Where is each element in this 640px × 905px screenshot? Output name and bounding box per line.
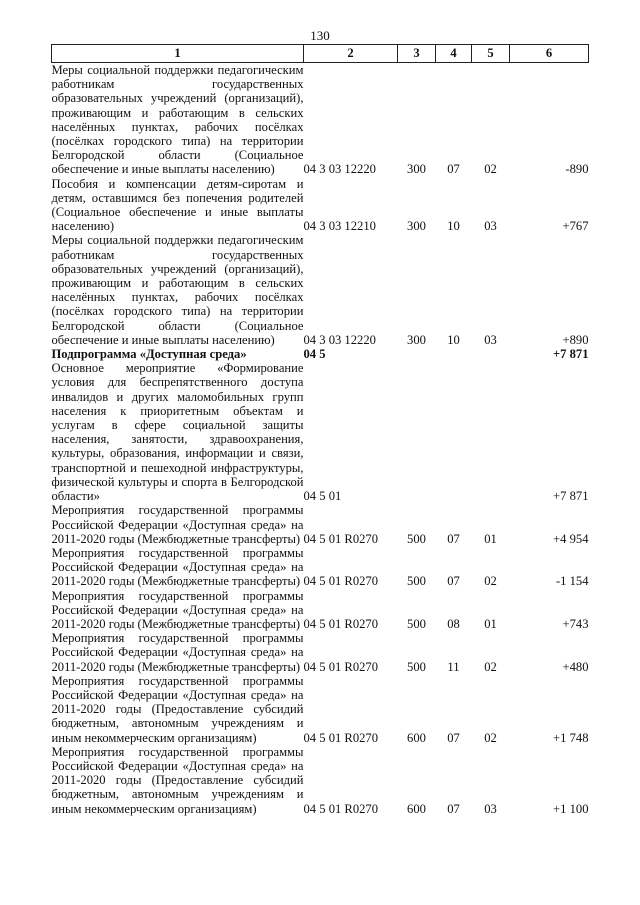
table-row — [52, 745, 589, 816]
header-col-5: 5 — [472, 45, 510, 63]
row-description: Основное мероприятие «Формирование условия для беспрепятственного доступа инвалидов и других маломобильных групп населения к приоритетным объектам и услугам в сфере социальной защиты населения, занятости, здравоохранения, культуры, образования, информации и связи, транспортной и пешеходной инфраструктуры, физической культуры и спорта в Белгородской области» — [51, 361, 304, 504]
row-subsection — [472, 347, 510, 361]
row-subsection — [472, 361, 510, 503]
row-amount: +767 — [562, 219, 589, 234]
row-expense-type: 300 — [407, 162, 426, 177]
row-code: 04 5 01 R0270 — [303, 730, 379, 745]
row-code: 04 5 01 R0270 — [303, 801, 379, 816]
table-row — [52, 347, 589, 361]
row-expense-type: 500 — [407, 531, 426, 546]
row-code: 04 5 01 R0270 — [303, 616, 379, 631]
row-amount: -890 — [565, 162, 589, 177]
row-subsection: 02 — [484, 730, 497, 745]
row-code: 04 5 01 R0270 — [303, 659, 379, 674]
row-section — [436, 347, 472, 361]
row-subsection: 01 — [484, 616, 497, 631]
row-description: Меры социальной поддержки педагогическим работникам государственных образовательных учреждений (организаций), проживающим и работающим в сельских населённых пунктах, рабочих посёлках (посёлках городского типа) на территории Белгородской области (Социальное обеспечение и иные выплаты населению) — [51, 233, 304, 347]
table-row — [52, 233, 589, 347]
row-section: 07 — [447, 574, 460, 589]
row-section: 07 — [447, 531, 460, 546]
row-description: Мероприятия государственной программы Российской Федерации «Доступная среда» на 2011-2020 годы (Межбюджетные трансферты) — [51, 503, 304, 546]
row-description: Мероприятия государственной программы Российской Федерации «Доступная среда» на 2011-2020 годы (Предоставление субсидий бюджетным, автономным учреждениям и иным некоммерческим организациям) — [51, 744, 304, 816]
row-amount: +7 871 — [553, 489, 589, 504]
row-description: Подпрограмма «Доступная среда» — [51, 347, 247, 362]
row-expense-type: 300 — [407, 332, 426, 347]
row-code: 04 5 01 R0270 — [303, 574, 379, 589]
row-section: 11 — [447, 659, 460, 674]
table-body — [52, 63, 589, 816]
table-row — [52, 361, 589, 503]
row-amount: +1 748 — [553, 730, 589, 745]
row-amount: +890 — [562, 332, 589, 347]
row-section: 07 — [447, 801, 460, 816]
row-amount: +7 871 — [552, 347, 589, 362]
row-section: 08 — [447, 616, 460, 631]
row-description: Мероприятия государственной программы Российской Федерации «Доступная среда» на 2011-2020 годы (Межбюджетные трансферты) — [51, 545, 304, 589]
header-col-2: 2 — [304, 45, 398, 63]
header-col-1: 1 — [52, 45, 304, 63]
row-expense-type: 500 — [407, 659, 426, 674]
row-expense-type: 500 — [407, 574, 426, 589]
row-description: Меры социальной поддержки педагогическим работникам государственных образовательных учреждений (организаций), проживающим и работающим в сельских населённых пунктах, рабочих посёлках (посёлках городского типа) на территории Белгородской области (Социальное обеспечение и иные выплаты населению) — [51, 63, 304, 177]
row-expense-type: 600 — [407, 801, 426, 816]
row-section: 07 — [447, 162, 460, 177]
table-header-row — [52, 45, 589, 63]
table-row — [52, 674, 589, 745]
table-row — [52, 63, 589, 177]
table-row — [52, 631, 589, 674]
row-subsection: 02 — [484, 659, 497, 674]
budget-table — [51, 44, 589, 816]
row-description: Пособия и компенсации детям-сиротам и детям, оставшимся без попечения родителей (Социальное обеспечение и иные выплаты населению) — [51, 176, 304, 234]
row-subsection: 03 — [484, 801, 497, 816]
row-description: Мероприятия государственной программы Российской Федерации «Доступная среда» на 2011-2020 годы (Предоставление субсидий бюджетным, автономным учреждениям и иным некоммерческим организациям) — [51, 673, 304, 745]
row-code: 04 3 03 12220 — [303, 332, 376, 347]
row-expense-type — [398, 361, 436, 503]
row-description: Мероприятия государственной программы Российской Федерации «Доступная среда» на 2011-2020 годы (Межбюджетные трансферты) — [51, 588, 304, 631]
row-section: 10 — [447, 332, 460, 347]
header-col-4: 4 — [436, 45, 472, 63]
table-row — [52, 546, 589, 589]
row-code: 04 5 01 R0270 — [303, 531, 379, 546]
header-col-6: 6 — [510, 45, 589, 63]
row-amount: +4 954 — [553, 531, 589, 546]
row-expense-type: 600 — [407, 730, 426, 745]
table-row — [52, 589, 589, 632]
row-subsection: 03 — [484, 332, 497, 347]
row-code: 04 5 — [303, 347, 326, 362]
row-code: 04 3 03 12210 — [303, 219, 376, 234]
row-subsection: 02 — [484, 574, 497, 589]
row-section: 07 — [447, 730, 460, 745]
row-section — [436, 361, 472, 503]
row-expense-type: 300 — [407, 219, 426, 234]
row-amount: +480 — [562, 659, 589, 674]
row-amount: +743 — [562, 616, 589, 631]
row-subsection: 01 — [484, 531, 497, 546]
row-amount: +1 100 — [553, 801, 589, 816]
header-col-3: 3 — [398, 45, 436, 63]
row-expense-type: 500 — [407, 616, 426, 631]
row-code: 04 3 03 12220 — [303, 162, 376, 177]
page-number: 130 — [310, 28, 330, 43]
table-row — [52, 503, 589, 546]
row-amount: -1 154 — [555, 574, 589, 589]
table-row — [52, 177, 589, 234]
row-subsection: 02 — [484, 162, 497, 177]
row-code: 04 5 01 — [303, 489, 342, 504]
row-expense-type — [398, 347, 436, 361]
row-subsection: 03 — [484, 219, 497, 234]
row-section: 10 — [447, 219, 460, 234]
row-description: Мероприятия государственной программы Российской Федерации «Доступная среда» на 2011-2020 годы (Межбюджетные трансферты) — [51, 631, 304, 674]
